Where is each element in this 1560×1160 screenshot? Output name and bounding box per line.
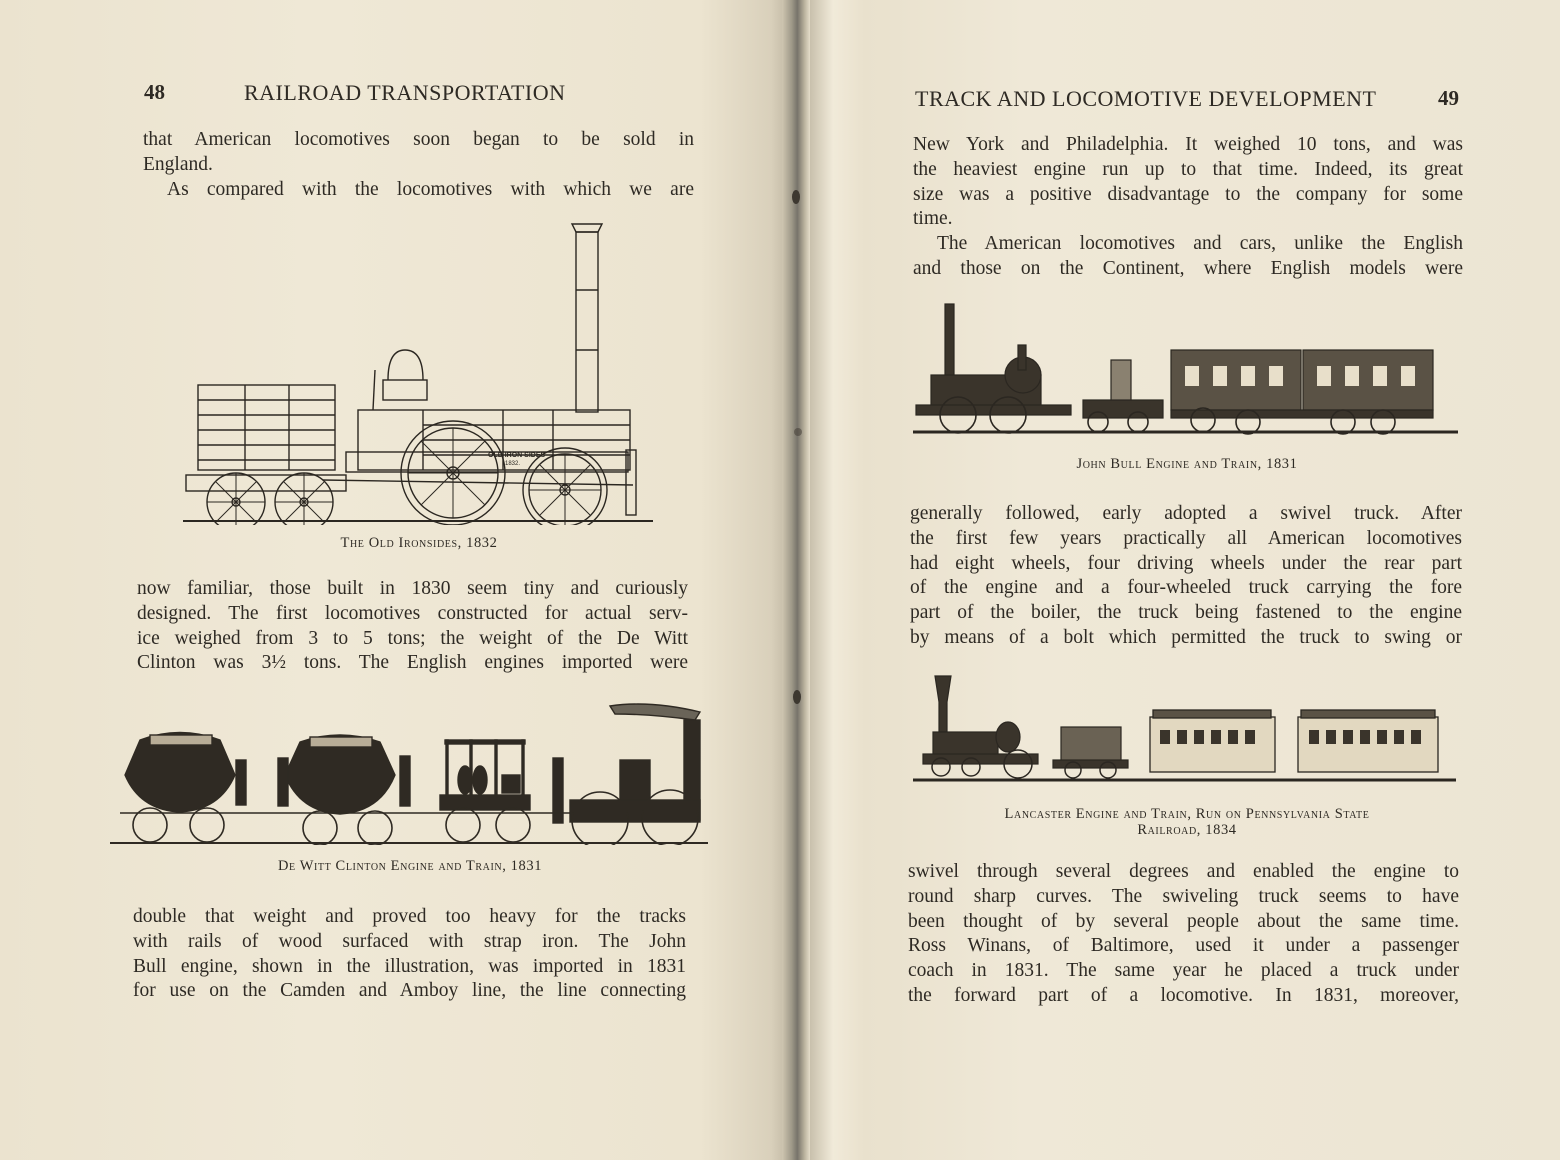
de-witt-clinton-illustration: [110, 700, 710, 845]
caption-line: Railroad, 1834: [1137, 822, 1237, 838]
text-line: Ross Winans, of Baltimore, used it under a passenger: [908, 935, 1459, 957]
text-line: for use on the Camden and Amboy line, the line connecting: [133, 980, 686, 1002]
text-line: coach in 1831. The same year he placed a truck under: [908, 960, 1459, 982]
text-line: the forward part of a locomotive. In 1831, moreover,: [908, 984, 1459, 1006]
text-line: generally followed, early adopted a swivel truck. After: [910, 503, 1462, 524]
text-line: of the engine and a four-wheeled truck carrying the fore: [910, 577, 1462, 599]
text-line: As compared with the locomotives with which we are: [167, 178, 694, 200]
text-line: that American locomotives soon began to be sold in: [143, 129, 694, 150]
figure-caption: [913, 806, 1461, 838]
figure-caption: John Bull Engine and Train, 1831: [1076, 456, 1298, 472]
text-line: part of the boiler, the truck being fastened to the engine: [910, 602, 1462, 624]
text-line: had eight wheels, four driving wheels under the rear part: [910, 552, 1462, 574]
paragraph-block-3: [908, 860, 1459, 1009]
page-number: 48: [144, 80, 165, 104]
figure-caption: De Witt Clinton Engine and Train, 1831: [277, 858, 543, 874]
running-head: RAILROAD TRANSPORTATION: [244, 80, 566, 105]
text-line: with rails of wood surfaced with strap iron. The John: [133, 930, 686, 952]
figure-caption: The Old Ironsides, 1832: [340, 535, 498, 551]
svg-text:1832.: 1832.: [505, 461, 521, 467]
text-line: England.: [143, 153, 213, 175]
lancaster-illustration: [913, 672, 1458, 784]
text-line: by means of a bolt which permitted the truck to swing or: [910, 626, 1462, 648]
figure-john-bull: [913, 300, 1461, 440]
text-line: The American locomotives and cars, unlike the English: [937, 233, 1463, 255]
paragraph-block-2: [910, 502, 1462, 651]
text-line: double that weight and proved too heavy for the tracks: [133, 906, 686, 927]
paragraph-block-2: [137, 577, 688, 676]
text-line: time.: [913, 208, 953, 230]
text-line: now familiar, those built in 1830 seem tiny and curiously: [137, 578, 688, 599]
text-line: and those on the Continent, where English models were: [913, 257, 1463, 279]
paragraph-block-1: [913, 133, 1463, 282]
caption-line: Lancaster Engine and Train, Run on Pennsylvania State: [1004, 806, 1370, 822]
figure-de-witt-clinton: [110, 700, 710, 845]
figure-old-ironsides: [183, 220, 655, 525]
old-ironsides-illustration: [183, 220, 655, 525]
binding-stitch: [793, 690, 801, 704]
text-line: been thought of by several people about the same time.: [908, 910, 1459, 932]
binding-stitch: [792, 190, 800, 204]
figure-lancaster: [913, 672, 1458, 784]
page-number: 49: [1438, 86, 1459, 110]
text-line: designed. The first locomotives constructed for actual serv-: [137, 602, 688, 624]
text-line: ice weighed from 3 to 5 tons; the weight of the De Witt: [137, 627, 688, 649]
text-line: size was a positive disadvantage to the company for some: [913, 183, 1463, 205]
text-line: the first few years practically all American locomotives: [910, 527, 1462, 549]
text-line: New York and Philadelphia. It weighed 10 tons, and was: [913, 134, 1463, 155]
svg-text:OLD IRON SIDES: OLD IRON SIDES: [488, 452, 546, 459]
john-bull-illustration: [913, 300, 1461, 440]
paragraph-block-3: [133, 905, 686, 1004]
text-line: round sharp curves. The swiveling truck seems to have: [908, 885, 1459, 907]
running-head: TRACK AND LOCOMOTIVE DEVELOPMENT: [915, 86, 1377, 111]
text-line: swivel through several degrees and enabled the engine to: [908, 861, 1459, 882]
text-line: Bull engine, shown in the illustration, was imported in 1831: [133, 955, 686, 977]
paragraph-block-1: [143, 128, 694, 202]
text-line: Clinton was 3½ tons. The English engines imported were: [137, 652, 688, 674]
right-page: [795, 0, 1560, 1160]
binding-stitch: [794, 428, 802, 436]
text-line: the heaviest engine run up to that time. Indeed, its great: [913, 158, 1463, 180]
book-gutter: [782, 0, 810, 1160]
